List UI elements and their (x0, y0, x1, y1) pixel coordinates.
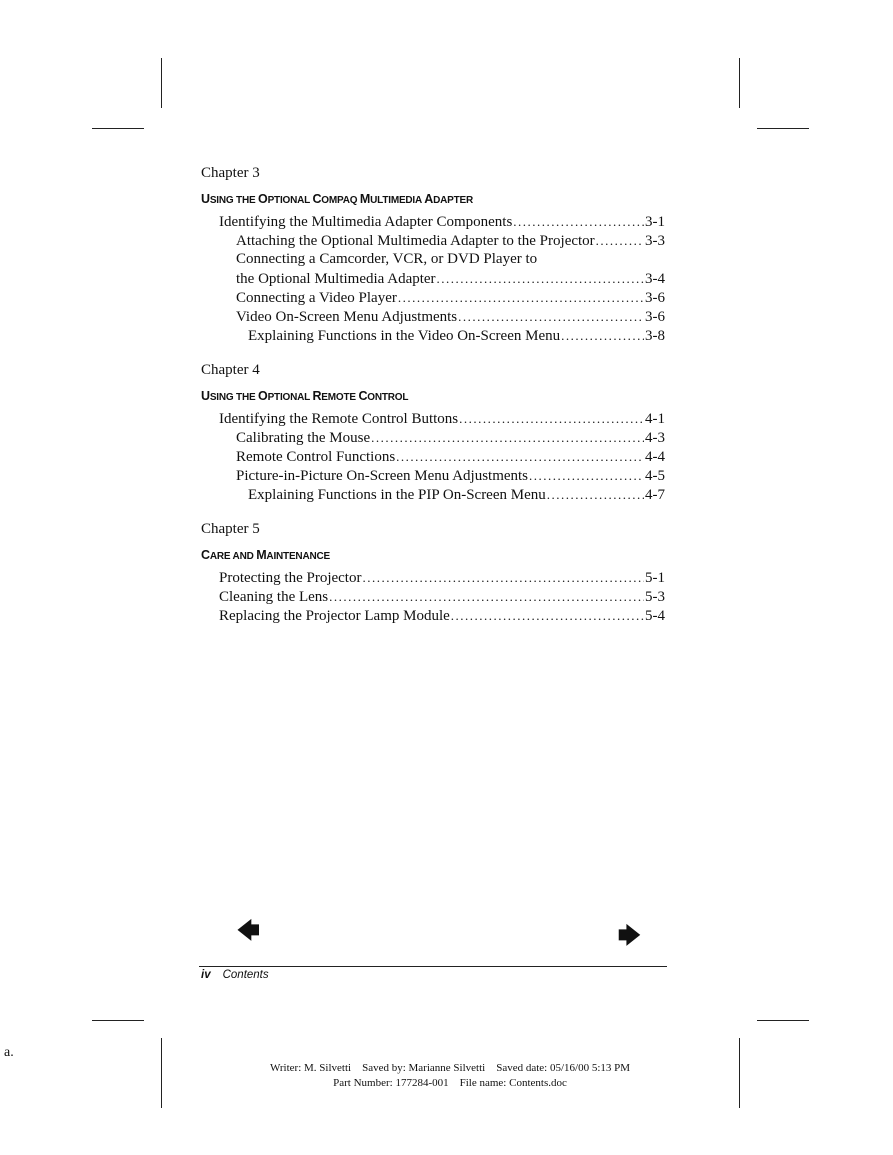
toc-entry[interactable]: Cleaning the Lens ..... 5-3 (201, 587, 665, 606)
chapter-title: USING THE OPTIONAL REMOTE CONTROL (201, 389, 409, 403)
toc-entry[interactable]: Attaching the Optional Multimedia Adapter to the Projector ..... 3-3 (201, 231, 665, 250)
toc-entry[interactable]: Video On-Screen Menu Adjustments ..... 3-6 (201, 307, 665, 326)
page-number: 4-3 (645, 430, 665, 446)
chapter-title: USING THE OPTIONAL COMPAQ MULTIMEDIA ADAPTER (201, 192, 473, 206)
chapter-label: Chapter 5 (201, 521, 260, 537)
toc-entry[interactable]: Connecting a Video Player ..... 3-6 (201, 288, 665, 307)
toc-entry[interactable]: Identifying the Remote Control Buttons ..... 4-1 (201, 409, 665, 428)
toc-entry[interactable]: Calibrating the Mouse ..... 4-3 (201, 428, 665, 447)
page-number: 5-3 (645, 589, 665, 605)
page-number: 5-1 (645, 570, 665, 586)
page-number: 4-5 (645, 468, 665, 484)
right-arrow-icon[interactable]: 🡆 (618, 924, 641, 949)
crop-mark (92, 1020, 144, 1021)
toc-entry-line[interactable]: Connecting a Camcorder, VCR, or DVD Player to (236, 251, 538, 267)
crop-mark (92, 128, 144, 129)
page-footer (201, 969, 269, 981)
page-number: 4-1 (645, 411, 665, 427)
page-number: 3-4 (645, 271, 665, 287)
crop-mark (739, 58, 740, 108)
toc-entry[interactable]: Replacing the Projector Lamp Module ..... 5-4 (201, 606, 665, 625)
toc-entry[interactable]: Remote Control Functions ..... 4-4 (201, 447, 665, 466)
page-number: 4-7 (645, 487, 665, 503)
toc-entry[interactable]: Explaining Functions in the PIP On-Screen Menu ..... 4-7 (201, 485, 665, 504)
footer-section: Contents (222, 969, 269, 981)
crop-mark (161, 58, 162, 108)
crop-mark (757, 128, 809, 129)
toc-entry[interactable]: the Optional Multimedia Adapter ..... 3-4 (201, 269, 665, 288)
page-number: 3-8 (645, 328, 665, 344)
document-meta-line: Writer: M. Silvetti Saved by: Marianne Silvetti Saved date: 05/16/00 5:13 PM (269, 1062, 631, 1074)
crop-mark (161, 1038, 162, 1108)
toc-entry[interactable]: Protecting the Projector ..... 5-1 (201, 568, 665, 587)
footer-page-number: iv (201, 969, 211, 981)
margin-mark: a. (4, 1045, 14, 1060)
page-number: 5-4 (645, 608, 665, 624)
crop-mark (739, 1038, 740, 1108)
chapter-label: Chapter 3 (201, 165, 260, 181)
page-number: 3-3 (645, 233, 665, 249)
left-arrow-icon[interactable]: 🡄 (237, 919, 260, 944)
page-number: 4-4 (645, 449, 665, 465)
crop-mark (757, 1020, 809, 1021)
chapter-label: Chapter 4 (201, 362, 260, 378)
page-number: 3-1 (645, 214, 665, 230)
page-number: 3-6 (645, 309, 665, 325)
page-number: 3-6 (645, 290, 665, 306)
toc-entry[interactable]: Picture-in-Picture On-Screen Menu Adjustments ..... 4-5 (201, 466, 665, 485)
table-of-contents (201, 164, 665, 625)
document-meta-line: Part Number: 177284-001 File name: Contents.doc (333, 1077, 567, 1089)
footer-rule (199, 966, 667, 967)
toc-entry[interactable]: Explaining Functions in the Video On-Screen Menu ..... 3-8 (201, 326, 665, 345)
toc-entry[interactable]: Identifying the Multimedia Adapter Components ..... 3-1 (201, 212, 665, 231)
chapter-title: CARE AND MAINTENANCE (201, 548, 330, 562)
